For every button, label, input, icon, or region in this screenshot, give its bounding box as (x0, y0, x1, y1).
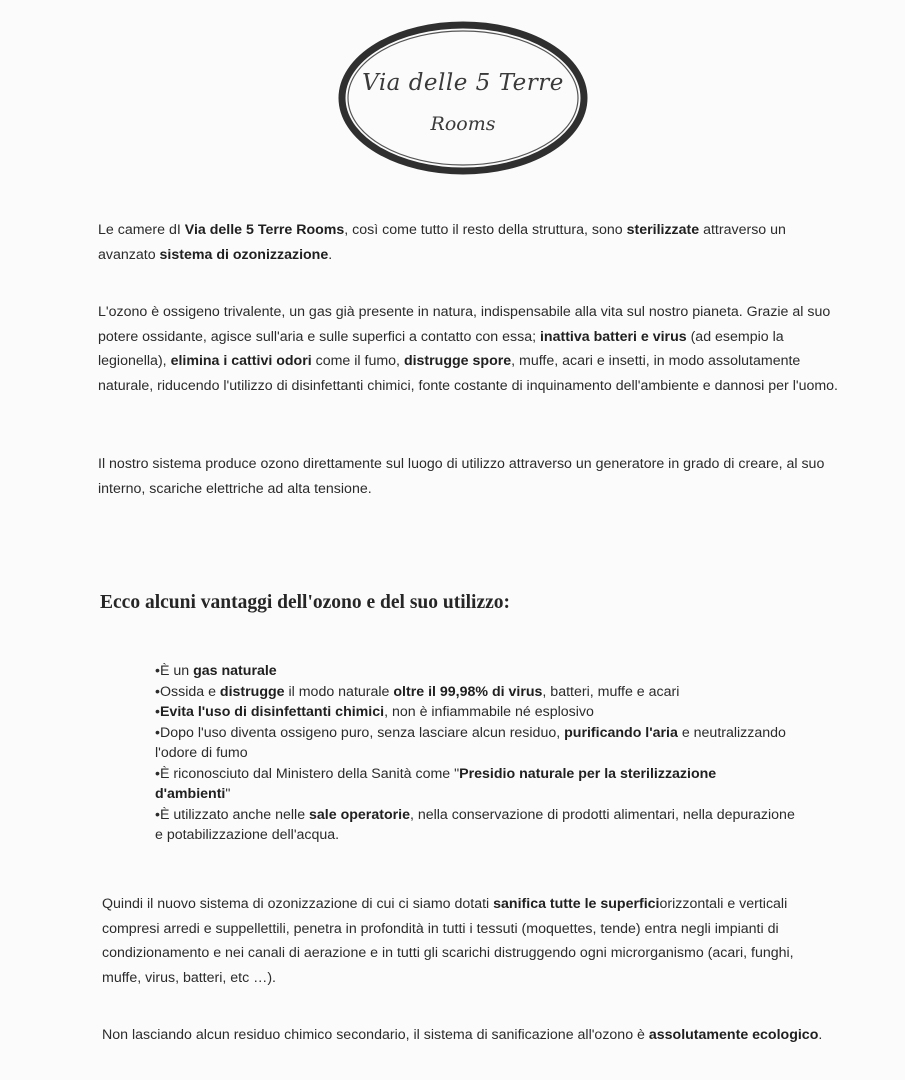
list-item: •È un gas naturale (155, 663, 277, 679)
logo-subtitle: Rooms (430, 113, 496, 135)
list-item: •Ossida e distrugge il modo naturale oltre il 99,98% di virus, batteri, muffe e acari (155, 683, 680, 700)
ozone-description-paragraph: L'ozono è ossigeno trivalente, un gas già presente in natura, indispensabile alla vita sul nostro pianeta. Grazie al suo potere ossidante, agisce sull'aria e sulle superfici a contatto con essa; inattiva batteri e virus (ad esempio la legionella), elimina i cattivi odori come il fumo, distrugge spore, muffe, acari e insetti, in modo assolutamente naturale, riducendo l'utilizzo di disinfettanti chimici, fonte costante di inquinamento dell'ambiente e dannosi per l'uomo. (98, 304, 839, 394)
list-item: •Evita l'uso di disinfettanti chimici, non è infiammabile né esplosivo (155, 704, 594, 720)
advantages-list (155, 661, 795, 846)
advantages-heading: Ecco alcuni vantaggi dell'ozono e del suo utilizzo: (100, 592, 511, 613)
list-item: •Dopo l'uso diventa ossigeno puro, senza lasciare alcun residuo, purificando l'aria e neutralizzando l'odore di fumo (155, 724, 786, 761)
oval-frame-icon (336, 18, 590, 178)
logo-title: Via delle 5 Terre (362, 70, 564, 96)
hotel-logo-stamp (336, 18, 590, 178)
list-item: •È utilizzato anche nelle sale operatorie, nella conservazione di prodotti alimentari, nella depurazione e potabilizzazione dell'acqua. (155, 806, 795, 843)
intro-paragraph: Le camere dI Via delle 5 Terre Rooms, così come tutto il resto della struttura, sono sterilizzate attraverso un avanzato sistema di ozonizzazione. (98, 222, 786, 263)
closing-paragraph: Non lasciando alcun residuo chimico secondario, il sistema di sanificazione all'ozono è assolutamente ecologico. (102, 1027, 823, 1043)
sanitize-paragraph: Quindi il nuovo sistema di ozonizzazione di cui ci siamo dotati sanifica tutte le superficiorizzontali e verticali compresi arredi e suppellettili, penetra in profondità in tutti i tessuti (moquettes, tende) entra negli impianti di condizionamento e nei canali di aerazione e in tutti gli scarichi distruggendo ogni microrganismo (acari, funghi, muffe, virus, batteri, etc …). (102, 896, 794, 986)
list-item: •È riconosciuto dal Ministero della Sanità come "Presidio naturale per la sterilizzazione d'ambienti" (155, 765, 717, 802)
system-paragraph: Il nostro sistema produce ozono direttamente sul luogo di utilizzo attraverso un generatore in grado di creare, al suo interno, scariche elettriche ad alta tensione. (98, 456, 825, 497)
